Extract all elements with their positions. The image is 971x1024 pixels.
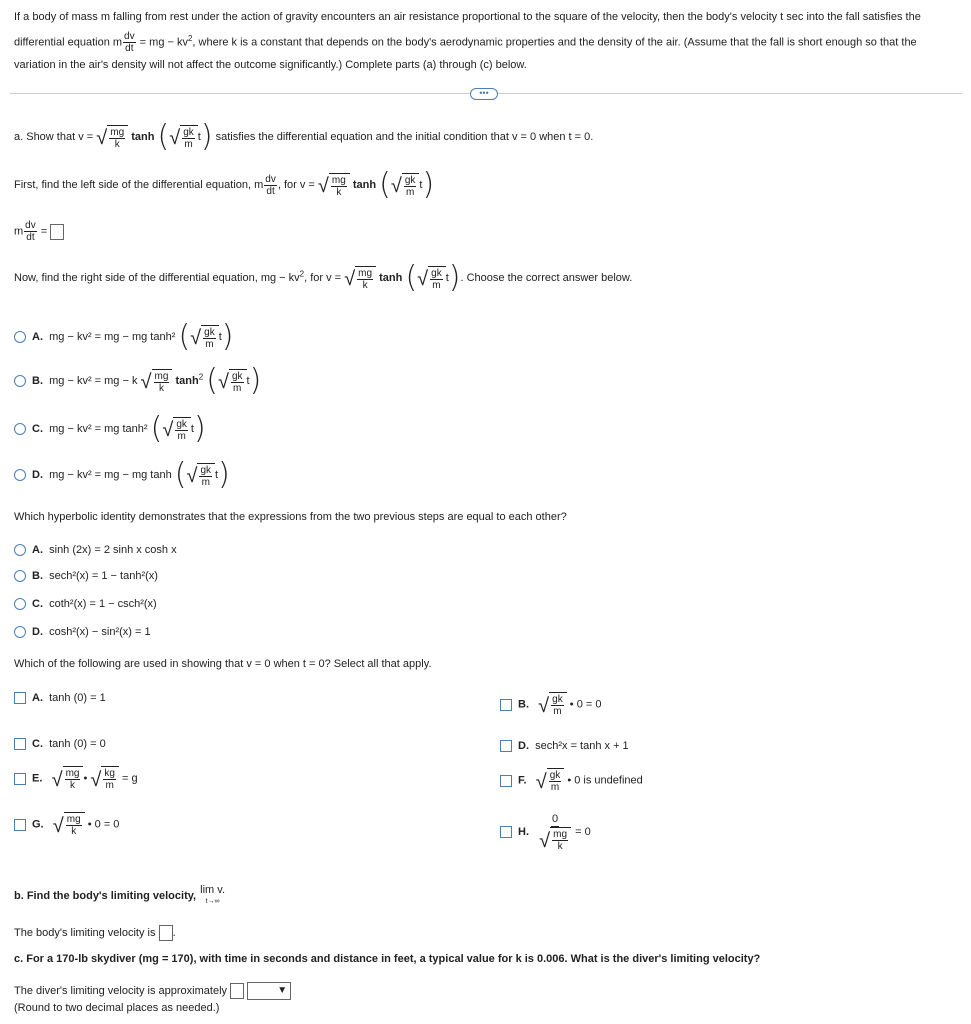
rhs-option-c[interactable]: C. mg − kv² = mg tanh² ( √ $\frac{gk}{m}$ t) xyxy=(14,414,206,444)
initial-question: Which of the following are used in showing that v = 0 when t = 0? Select all that apply. xyxy=(14,658,432,670)
rhs-option-d[interactable]: D. mg − kv² = mg − mg tanh ( √ $\frac{gk}{m}$ t) xyxy=(14,460,230,490)
more-button[interactable]: ••• xyxy=(470,88,498,100)
radio-icon[interactable] xyxy=(14,469,26,481)
radio-icon[interactable] xyxy=(14,544,26,556)
initial-option-b[interactable]: B. √ $\frac{gk}{m}$ • 0 = 0 xyxy=(500,692,601,717)
checkbox-icon[interactable] xyxy=(500,775,512,787)
initial-option-d[interactable]: D. sech²x = tanh x + 1 xyxy=(500,740,629,752)
step2-text: Now, find the right side of the differential equation, mg − $kv^2$, for v = √ $\frac{mg}{k}$ tanh ( √ $\frac{gk}{m}$ t). Choose the correct answer below. xyxy=(14,260,633,295)
rhs-option-b[interactable]: B. mg − kv² = mg − k √ $\frac{mg}{k}$ $\tanh^2$ ( √ $\frac{gk}{m}$ t) xyxy=(14,366,261,396)
radio-icon[interactable] xyxy=(14,331,26,343)
identity-option-d[interactable]: D. cosh²(x) − sin²(x) = 1 xyxy=(14,626,151,638)
part-a-statement: a. Show that v = √ $\frac{mg}{k}$ tanh ( √ $\frac{gk}{m}$ t) satisfies the differential equation and the initial condition that v = 0 when t = 0. xyxy=(14,119,594,154)
sqrt-mg-k: √ $\frac{mg}{k}$ xyxy=(96,125,128,150)
rhs-option-a[interactable]: A. mg − kv² = mg − mg tanh² ( √ $\frac{gk}{m}$ t) xyxy=(14,322,233,352)
step1-text: First, find the left side of the differential equation, m $\frac{dv}{dt}$ , for v = √ $\frac{mg}{k}$ tanh ( √ $\frac{gk}{m}$ t) xyxy=(14,167,435,202)
units-dropdown[interactable] xyxy=(247,982,291,1000)
checkbox-icon[interactable] xyxy=(14,738,26,750)
radio-icon[interactable] xyxy=(14,570,26,582)
part-c-question: c. For a 170-lb skydiver (mg = 170), with time in seconds and distance in feet, a typical value for k is 0.006. What is the diver's limiting velocity? xyxy=(14,953,761,965)
identity-option-b[interactable]: B. sech²(x) = 1 − tanh²(x) xyxy=(14,570,158,582)
initial-option-h[interactable]: H. 0 √ $\frac{mg}{k}$ = 0 xyxy=(500,812,591,852)
part-c-note: (Round to two decimal places as needed.) xyxy=(14,1002,220,1014)
chevron-down-icon: ▼ xyxy=(277,985,288,996)
dv-dt-fraction: $\frac{dv}{dt}$ xyxy=(124,31,135,55)
radio-icon[interactable] xyxy=(14,626,26,638)
problem-intro: If a body of mass m falling from rest under the action of gravity encounters an air resistance proportional to the square of the velocity, then the body's velocity t sec into the fall satisfies the differential equation m $\frac{dv}{dt}$ = mg − $kv^2$, where k is a constant that depends on the body's aerodynamic properties and the density of the air. (Assume that the fall is short enough so that the variation in the air's density will not affect the outcome significantly.) Complete parts (a) through (c) below. xyxy=(14,11,921,72)
radio-icon[interactable] xyxy=(14,598,26,610)
initial-option-a[interactable]: A. tanh (0) = 1 xyxy=(14,692,106,704)
radio-icon[interactable] xyxy=(14,375,26,387)
diver-velocity-input[interactable] xyxy=(230,983,244,999)
lhs-answer-input[interactable] xyxy=(50,224,64,240)
lhs-answer-row: m $\frac{dv}{dt}$ = xyxy=(14,220,64,243)
checkbox-icon[interactable] xyxy=(14,692,26,704)
part-c-answer-row: The diver's limiting velocity is approximately ▼ xyxy=(14,982,291,1000)
checkbox-icon[interactable] xyxy=(14,773,26,785)
identity-question: Which hyperbolic identity demonstrates that the expressions from the two previous steps are equal to each other? xyxy=(14,511,567,523)
identity-option-c[interactable]: C. coth²(x) = 1 − csch²(x) xyxy=(14,598,157,610)
initial-option-f[interactable]: F. √ $\frac{gk}{m}$ • 0 is undefined xyxy=(500,768,643,793)
part-b-answer-row: The body's limiting velocity is . xyxy=(14,925,176,941)
initial-option-g[interactable]: G. √ $\frac{mg}{k}$ • 0 = 0 xyxy=(14,812,119,837)
limiting-velocity-input[interactable] xyxy=(159,925,173,941)
checkbox-icon[interactable] xyxy=(14,819,26,831)
initial-option-c[interactable]: C. tanh (0) = 0 xyxy=(14,738,106,750)
radio-icon[interactable] xyxy=(14,423,26,435)
checkbox-icon[interactable] xyxy=(500,699,512,711)
identity-option-a[interactable]: A. sinh (2x) = 2 sinh x cosh x xyxy=(14,544,177,556)
initial-option-e[interactable]: E. √ $\frac{mg}{k}$ • √ $\frac{kg}{m}$ = g xyxy=(14,766,138,791)
part-b-question: b. Find the body's limiting velocity, lim v. t→∞ xyxy=(14,884,226,905)
checkbox-icon[interactable] xyxy=(500,826,512,838)
checkbox-icon[interactable] xyxy=(500,740,512,752)
